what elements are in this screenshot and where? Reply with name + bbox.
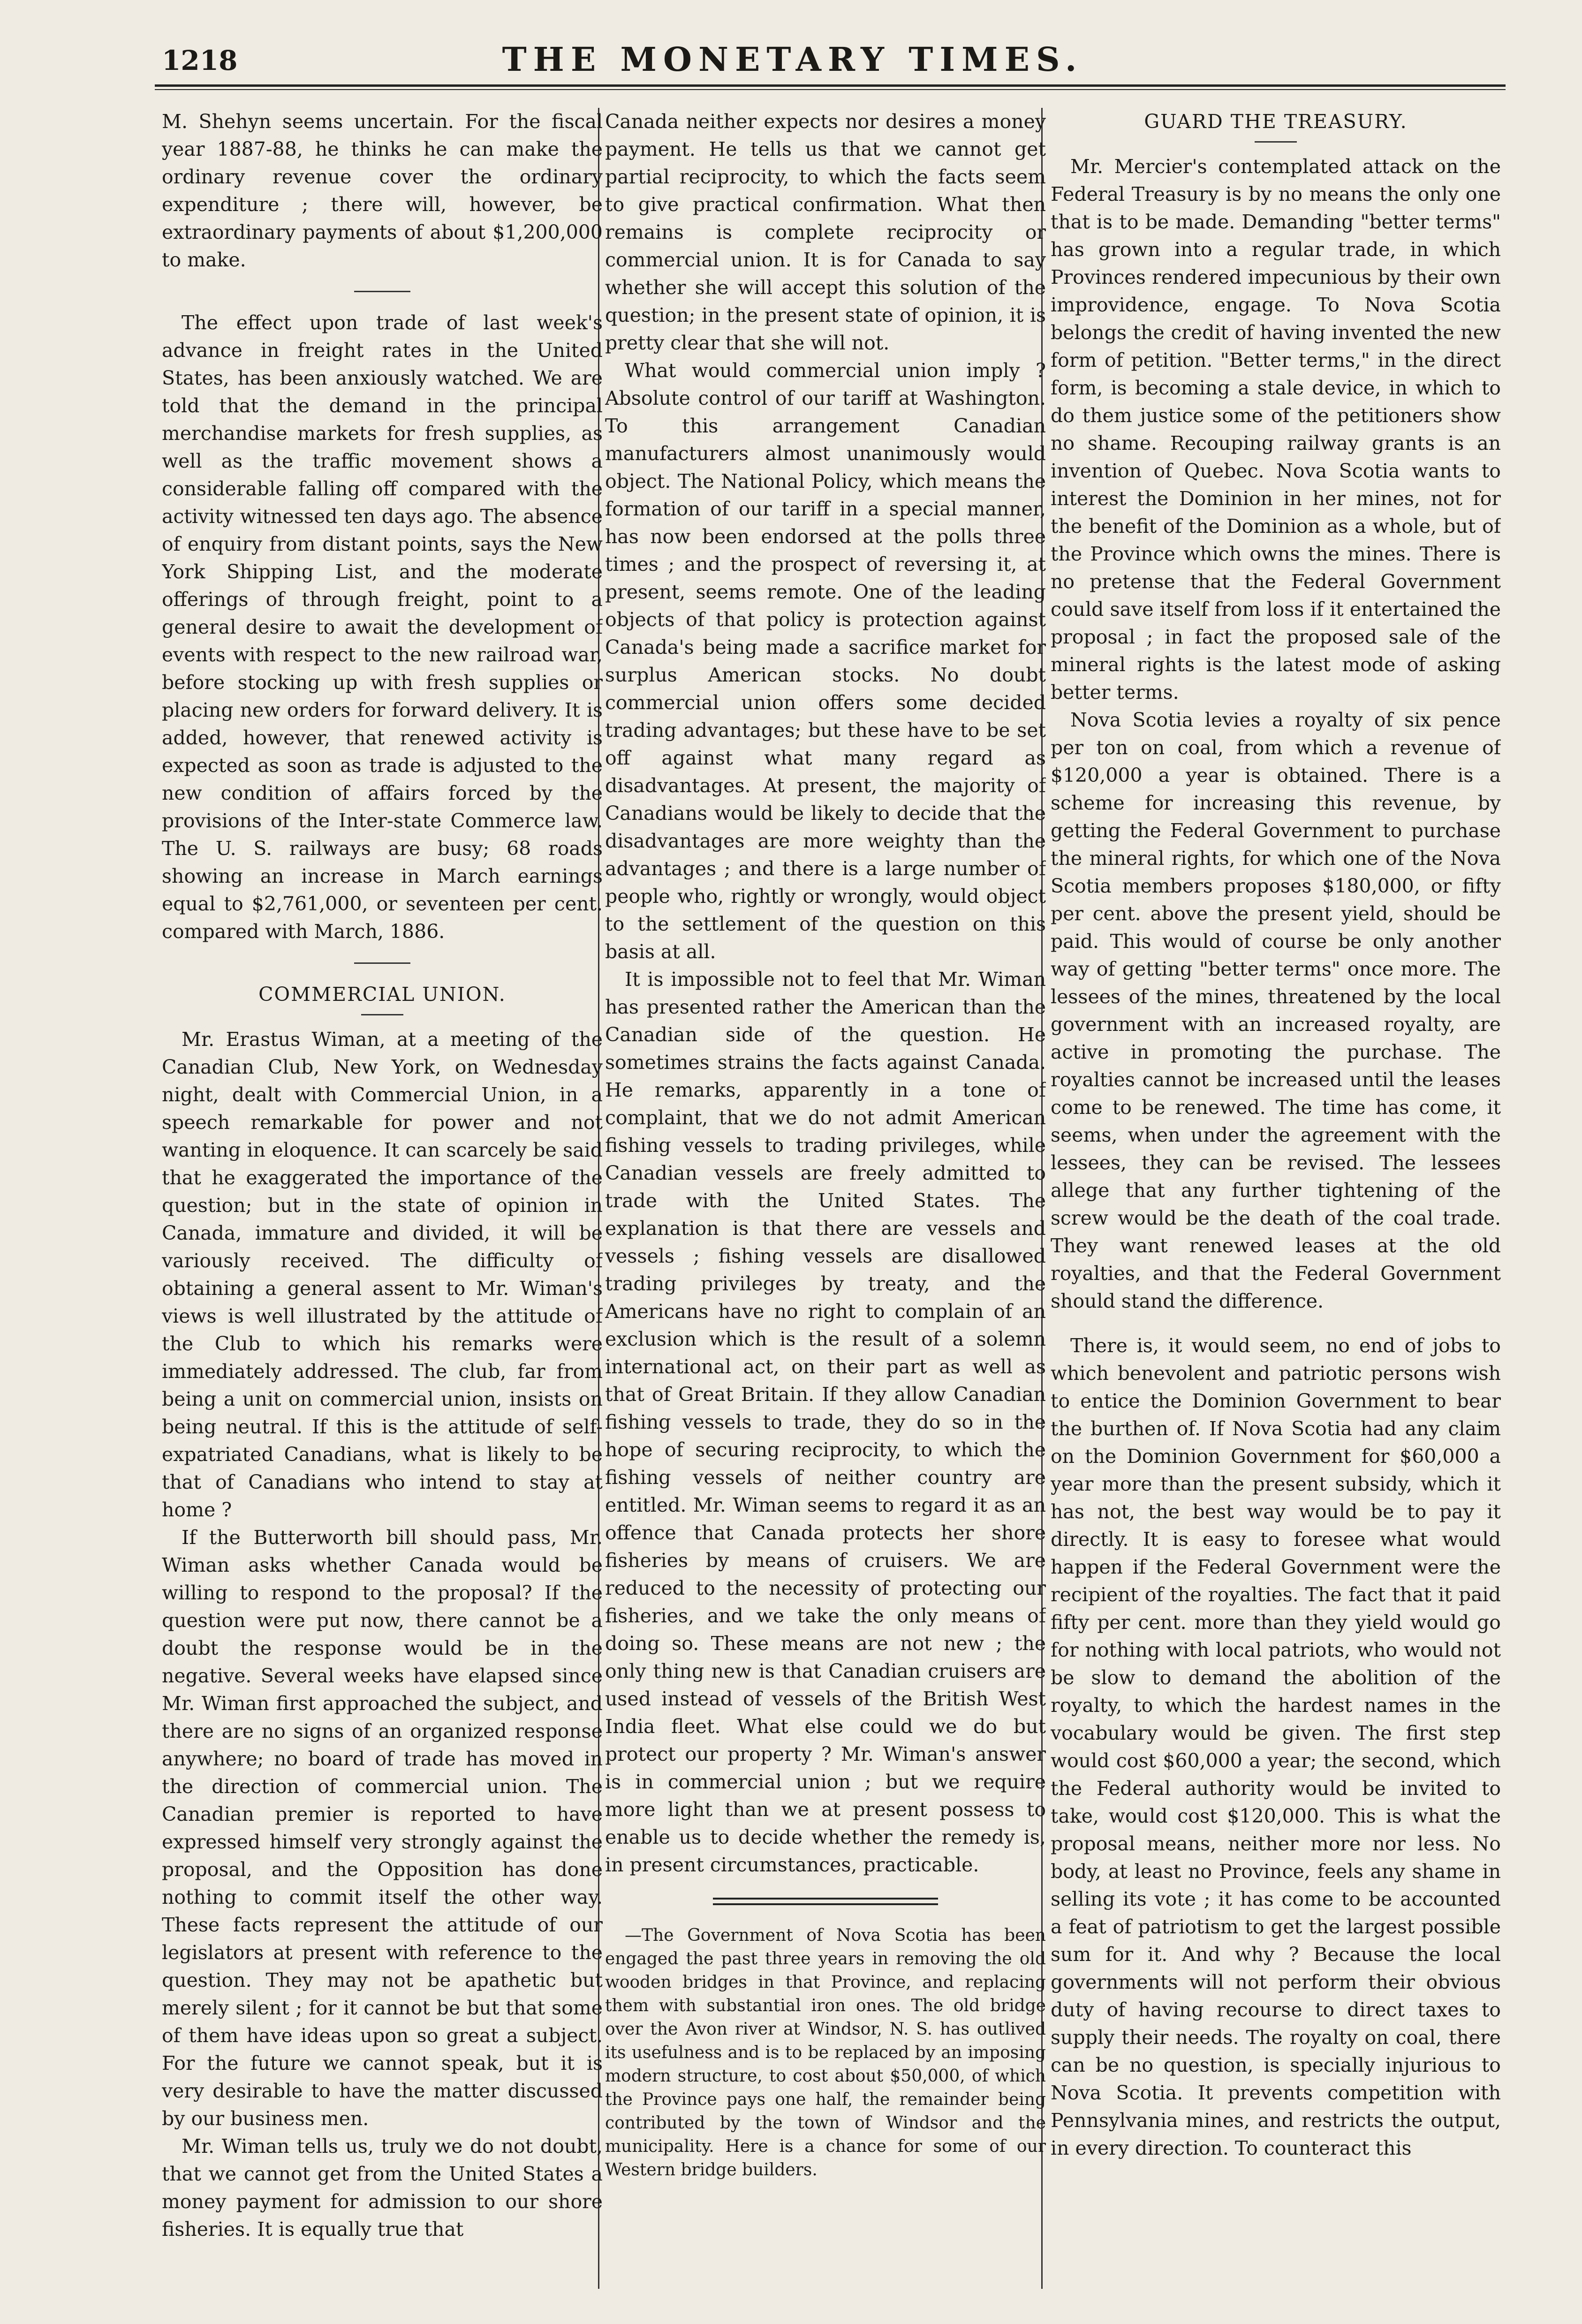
section-rule — [354, 962, 410, 964]
paragraph: Canada neither expects nor desires a money payment. He tells us that we cannot get partial reciprocity, to which the facts seem to give practical confirmation. What then remains is complete reciprocity or commercial union. It is for Canada to say whether she will accept this solution of the question; in the present state of opinion, it is pretty clear that she will not. — [605, 110, 1046, 354]
section-rule — [354, 291, 410, 292]
heading-rule — [1255, 141, 1297, 143]
paragraph: What would commercial union imply ? Absolute control of our tariff at Washington. To this arrangement Canadian manufacturers almost unanimously would object. The National Policy, which means the formation of our tariff in a special manner, has now been endorsed at the polls three times ; and the prospect of reversing it, at present, seems remote. One of the leading objects of that policy is protection against Canada's being made a sacrifice market for surplus American stocks. No doubt commercial union offers some decided trading advantages; but these have to be set off against what many regard as disadvantages. At present, the majority of Canadians would be likely to decide that the disadvantages are more weighty than the advantages ; and there is a large number of people who, rightly or wrongly, would object to the settlement of the question on this basis at all. — [605, 359, 1046, 963]
paragraph: There is, it would seem, no end of jobs to which benevolent and patriotic persons wish to entice the Dominion Government to bear the burthen of. If Nova Scotia had any claim on the Dominion Government for $60,000 a year more than the present subsidy, which it has not, the best way would be to pay it directly. It is easy to foresee what would happen if the Federal Government were the recipient of the royalties. The fact that it paid fifty per cent. more than they yield would go for nothing with local patriots, who would not be slow to demand the abolition of the royalty, to which the hardest names in the vocabulary would be given. The first step would cost $60,000 a year; the second, which the Federal authority would be invited to take, would cost $120,000. This is what the proposal means, neither more nor less. No body, at least no Province, feels any shame in selling its vote ; it has come to be accounted a feat of patriotism to get the largest possible sum for it. And why ? Because the local governments will not perform their obvious duty of having recourse to direct taxes to supply their needs. The royalty on coal, there can be no question, is specially injurious to Nova Scotia. It prevents competition with Pennsylvania mines, and restricts the output, in every direction. To counteract this — [1051, 1334, 1501, 2159]
news-note: —The Government of Nova Scotia has been engaged the past three years in removing the old wooden bridges in that Province, and replacing them with substantial iron ones. The old bridge over the Avon river at Windsor, N. S. has outlived its usefulness and is to be replaced by an imposing modern structure, to cost about $50,000, of which the Province pays one half, the remainder being contributed by the town of Windsor and the municipality. Here is a chance for some of our Western bridge builders. — [605, 1926, 1046, 2180]
column-1 — [162, 108, 603, 2289]
paragraph: If the Butterworth bill should pass, Mr. Wiman asks whether Canada would be willing to respond to the proposal? If the question were put now, there cannot be a doubt the response would be in the negative. Several weeks have elapsed since Mr. Wiman first approached the subject, and there are no signs of an organized response anywhere; no board of trade has moved in the direction of commercial union. The Canadian premier is reported to have expressed himself very strongly against the proposal, and the Opposition has done nothing to commit itself the other way. These facts represent the attitude of our legislators at present with reference to the question. They may not be apathetic but merely silent ; for it cannot be but that some of them have ideas upon so great a subject. For the future we cannot speak, but it is very desirable to have the matter discussed by our business men. — [162, 1526, 603, 2130]
article-heading-commercial-union: COMMERCIAL UNION. — [258, 983, 506, 1006]
paragraph: Nova Scotia levies a royalty of six pence per ton on coal, from which a revenue of $120,000 a year is obtained. There is a scheme for increasing this revenue, by getting the Federal Government to purchase the mineral rights, for which one of the Nova Scotia members proposes $180,000, or fifty per cent. above the present yield, should be paid. This would of course be only another way of getting "better terms" once more. The lessees of the mines, threatened by the local government with an increased royalty, are active in promoting the purchase. The royalties cannot be increased until the leases come to be renewed. The time has come, it seems, when under the agreement with the lessees, they can be revised. The lessees allege that any further tightening of the screw would be the death of the coal trade. They want renewed leases at the old royalties, and that the Federal Government should stand the difference. — [1051, 709, 1501, 1312]
paragraph: The effect upon trade of last week's advance in freight rates in the United States, has been anxiously watched. We are told that the demand in the principal merchandise markets for fresh supplies, as well as the traffic movement shows a considerable falling off compared with the activity witnessed ten days ago. The absence of enquiry from distant points, says the New York Shipping List, and the moderate offerings of through freight, point to a general desire to await the development of events with respect to the new railroad war, before stocking up with fresh supplies or placing new orders for forward delivery. It is added, however, that renewed activity is expected as soon as trade is adjusted to the new condition of affairs forced by the provisions of the Inter-state Commerce law. The U. S. railways are busy; 68 roads showing an increase in March earnings equal to $2,761,000, or seventeen per cent. compared with March, 1886. — [162, 311, 603, 943]
article-heading-guard-the-treasury: GUARD THE TREASURY. — [1144, 110, 1408, 133]
column-2 — [605, 108, 1046, 2289]
heading-rule — [361, 1014, 403, 1015]
header-rule — [155, 84, 1506, 90]
paragraph: It is impossible not to feel that Mr. Wiman has presented rather the American than the Canadian side of the question. He sometimes strains the facts against Canada. He remarks, apparently in a tone of complaint, that we do not admit American fishing vessels to trading privileges, while Canadian vessels are freely admitted to trade with the United States. The explanation is that there are vessels and vessels ; fishing vessels are disallowed trading privileges by treaty, and the Americans have no right to complain of an exclusion which is the result of a solemn international act, on their part as well as that of Great Britain. If they allow Canadian fishing vessels to trade, they do so in the hope of securing reciprocity, to which the fishing vessels of neither country are entitled. Mr. Wiman seems to regard it as an offence that Canada protects her shore fisheries by means of cruisers. We are reduced to the necessity of protecting our fisheries, and we take the only means of doing so. These means are not new ; the only thing new is that Canadian cruisers are used instead of vessels of the British West India fleet. What else could we do but protect our property ? Mr. Wiman's answer is in commercial union ; but we require more light than we at present possess to enable us to decide whether the remedy is, in present circumstances, practicable. — [605, 968, 1046, 1876]
paragraph: Mr. Erastus Wiman, at a meeting of the Canadian Club, New York, on Wednesday night, dealt with Commercial Union, in a speech remarkable for power and not wanting in eloquence. It can scarcely be said that he exaggerated the importance of the question; but in the state of opinion in Canada, immature and divided, it will be variously received. The difficulty of obtaining a general assent to Mr. Wiman's views is well illustrated by the attitude of the Club to which his remarks were immediately addressed. The club, far from being a unit on commercial union, insists on being neutral. If this is the attitude of self-expatriated Canadians, what is likely to be that of Canadians who intend to stay at home ? — [162, 1028, 603, 1521]
paragraph: M. Shehyn seems uncertain. For the fiscal year 1887-88, he thinks he can make the ordinary revenue cover the ordinary expenditure ; there will, however, be extraordinary payments of about $1,200,000 to make. — [162, 110, 603, 271]
paragraph: Mr. Mercier's contemplated attack on the Federal Treasury is by no means the only one that is to be made. Demanding "better terms" has grown into a regular trade, in which Provinces rendered impecunious by their own improvidence, engage. To Nova Scotia belongs the credit of having invented the new form of petition. "Better terms," in the direct form, is becoming a stale device, in which to do them justice some of the petitioners show no shame. Recouping railway grants is an invention of Quebec. Nova Scotia wants to interest the Dominion in her mines, not for the benefit of the Dominion as a whole, but of the Province which owns the mines. There is no pretense that the Federal Government could save itself from loss if it entertained the proposal ; in fact the proposed sale of the mineral rights is the latest mode of asking better terms. — [1051, 155, 1501, 704]
double-rule — [713, 1898, 938, 1905]
column-3 — [1051, 108, 1501, 2289]
paragraph-gap — [1051, 1315, 1501, 1332]
masthead: THE MONETARY TIMES. — [502, 40, 1083, 79]
paragraph: Mr. Wiman tells us, truly we do not doubt, that we cannot get from the United States a money payment for admission to our shore fisheries. It is equally true that — [162, 2135, 603, 2241]
page-number: 1218 — [162, 45, 238, 76]
